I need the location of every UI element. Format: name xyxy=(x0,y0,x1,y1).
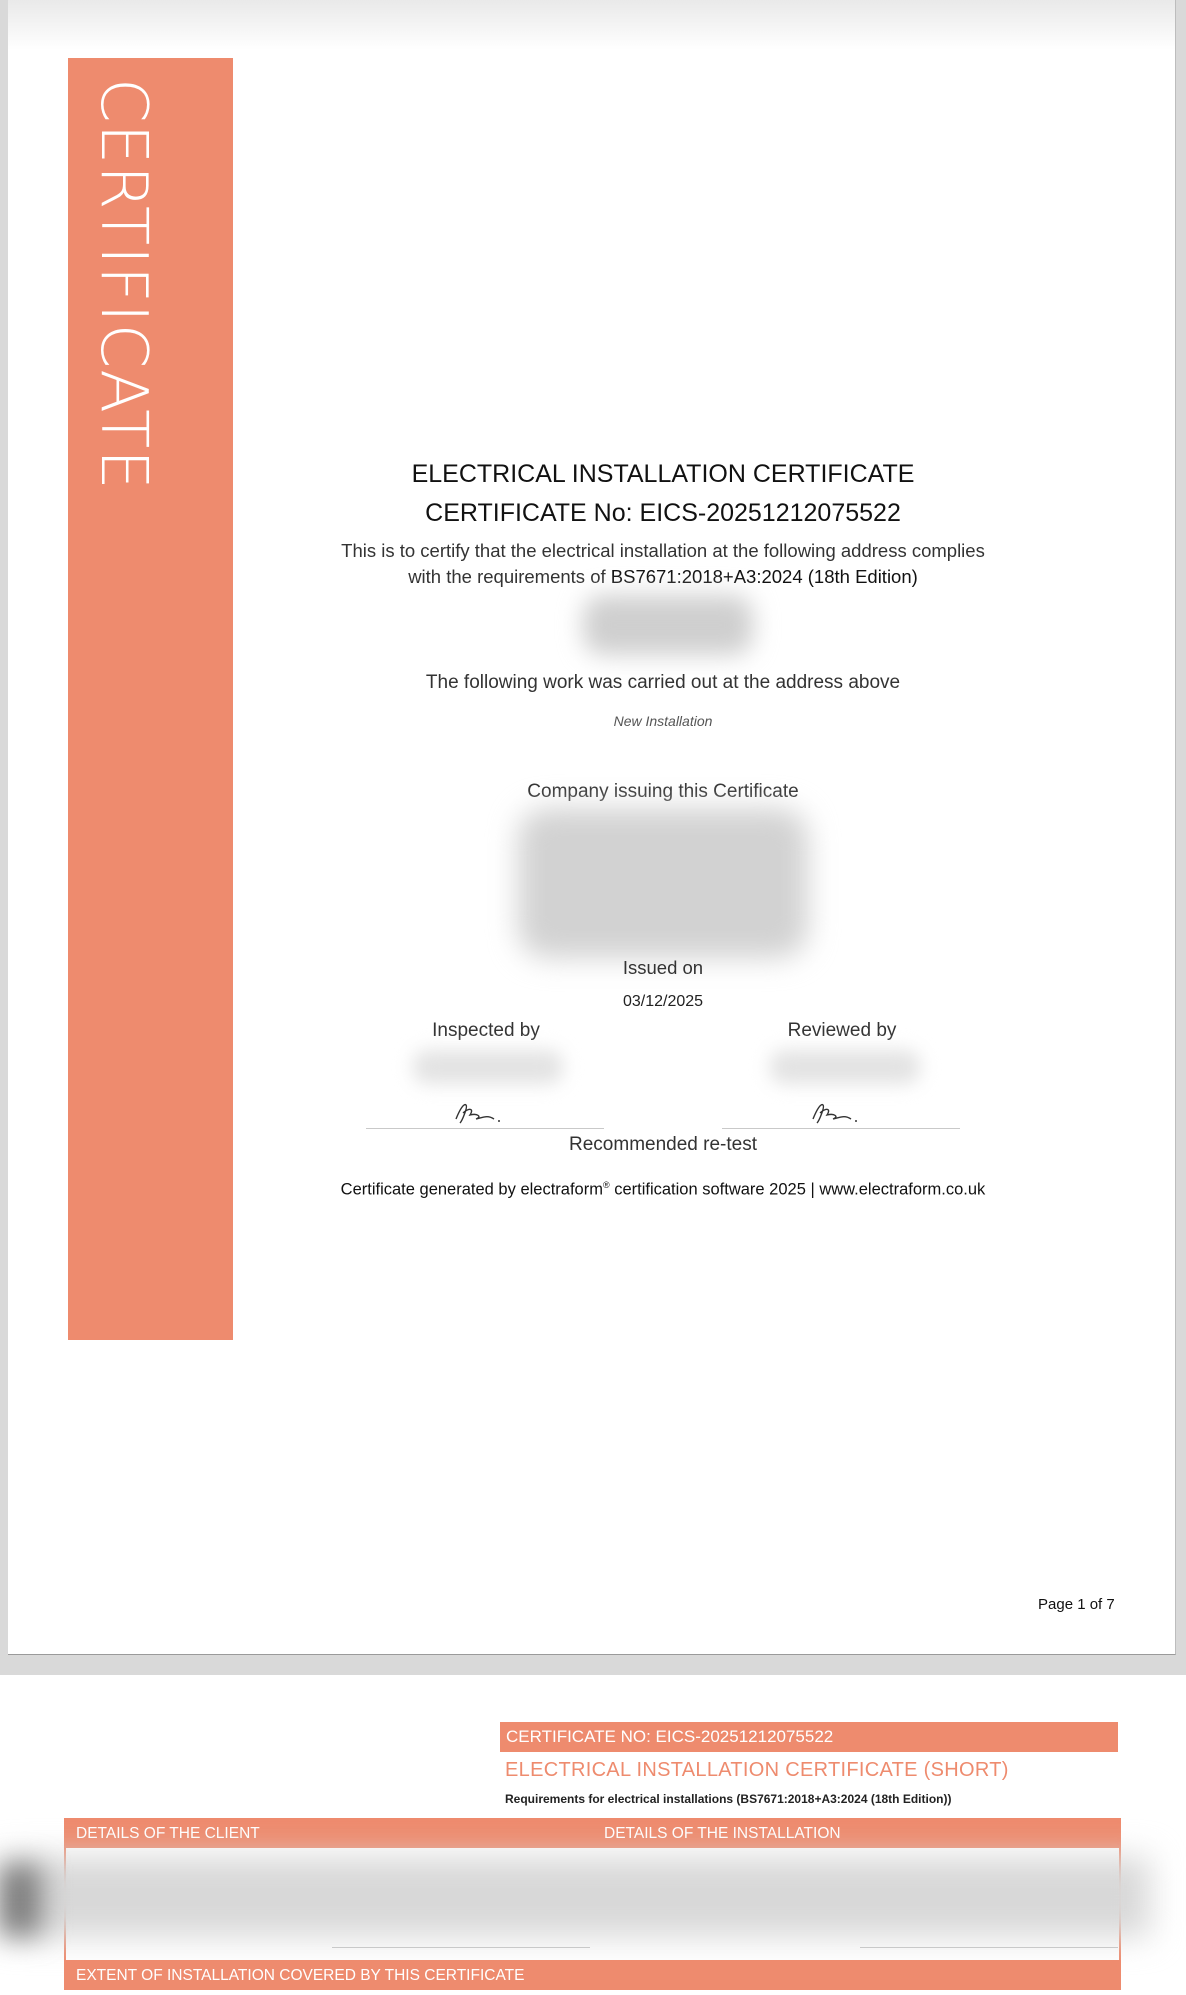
compliance-prefix: with the requirements of xyxy=(408,566,611,587)
side-banner-text: CERTIFICATE xyxy=(86,78,160,491)
compliance-standard: BS7671:2018+A3:2024 (18th Edition) xyxy=(610,566,918,587)
company-label: Company issuing this Certificate xyxy=(527,781,799,802)
issued-date: 03/12/2025 xyxy=(622,993,704,1010)
page-gap xyxy=(0,1655,1186,1675)
footer-suffix: certification software 2025 | www.electraform.co.uk xyxy=(609,1180,986,1199)
client-field-line xyxy=(332,1947,590,1948)
compliance-line-1: This is to certify that the electrical installation at the following address complies xyxy=(341,540,985,561)
reviewed-by-label: Reviewed by xyxy=(787,1020,897,1041)
compliance-line-2 xyxy=(313,564,1013,590)
extent-header-bar xyxy=(64,1960,1121,1990)
certificate-title: ELECTRICAL INSTALLATION CERTIFICATE xyxy=(411,460,915,488)
extent-section-heading: EXTENT OF INSTALLATION COVERED BY THIS CERTIFICATE xyxy=(76,1967,525,1984)
reviewer-signature-line xyxy=(722,1128,960,1129)
redacted-company-details xyxy=(518,808,808,958)
installation-field-line xyxy=(860,1947,1118,1948)
redacted-edge xyxy=(0,1865,40,1935)
details-header-bar xyxy=(64,1818,1121,1848)
redacted-address xyxy=(583,595,753,655)
inspected-by-label: Inspected by xyxy=(432,1020,540,1041)
redacted-inspector-name xyxy=(413,1050,563,1084)
top-shadow xyxy=(8,0,1175,50)
software-footer xyxy=(313,1180,1013,1200)
compliance-statement xyxy=(313,538,1013,590)
short-certificate-title: ELECTRICAL INSTALLATION CERTIFICATE (SHORT) xyxy=(505,1759,1009,1781)
work-label: The following work was carried out at the address above xyxy=(425,672,901,693)
retest-label: Recommended re-test xyxy=(569,1134,757,1155)
certificate-number-bar: CERTIFICATE NO: EICS-20251212075522 xyxy=(500,1722,1118,1752)
certificate-number: CERTIFICATE No: EICS-20251212075522 xyxy=(425,499,901,527)
reviewer-signature xyxy=(805,1095,875,1129)
redacted-reviewer-name xyxy=(770,1050,920,1084)
work-value: New Installation xyxy=(613,713,713,729)
issued-label: Issued on xyxy=(622,957,704,978)
installation-section-heading: DETAILS OF THE INSTALLATION xyxy=(604,1825,841,1842)
inspector-signature-line xyxy=(366,1128,604,1129)
requirements-line: Requirements for electrical installations (BS7671:2018+A3:2024 (18th Edition)) xyxy=(505,1792,952,1806)
certificate-page-2 xyxy=(0,1675,1186,1995)
client-section-heading: DETAILS OF THE CLIENT xyxy=(76,1825,260,1842)
certificate-page-1 xyxy=(8,0,1176,1655)
page-number: Page 1 of 7 xyxy=(1038,1596,1115,1613)
inspector-signature xyxy=(448,1095,518,1129)
registered-mark: ® xyxy=(602,1180,610,1190)
footer-prefix: Certificate generated by electraform xyxy=(340,1180,603,1199)
redacted-details xyxy=(0,1857,1150,1937)
